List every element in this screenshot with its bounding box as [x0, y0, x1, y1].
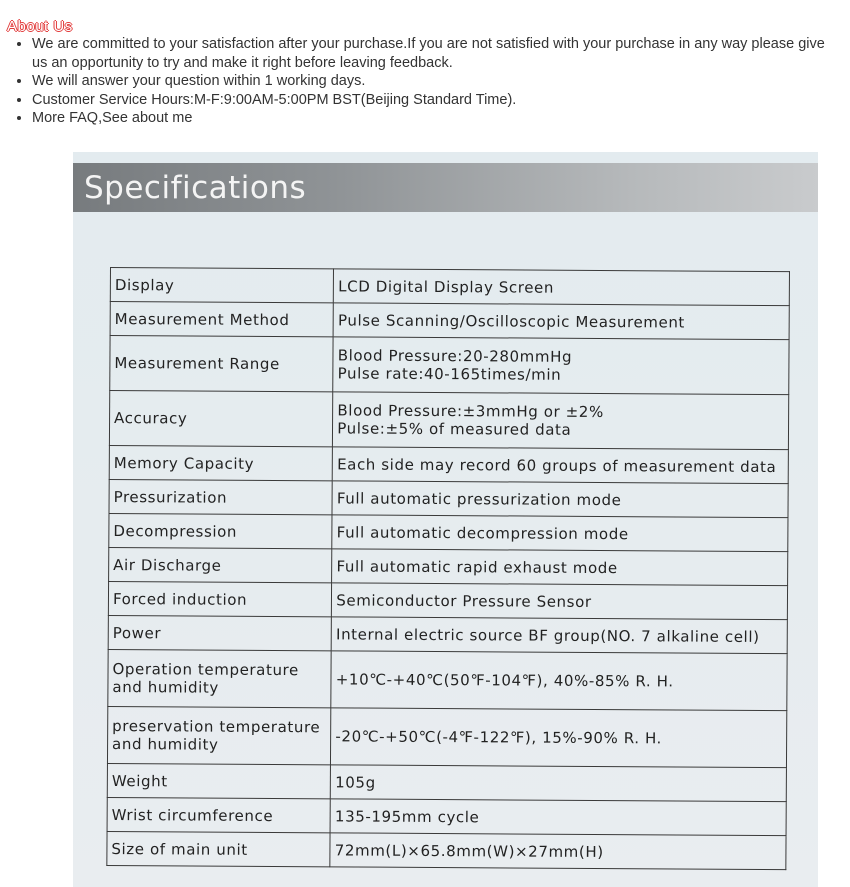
spec-row-pressurization [109, 479, 788, 517]
specifications-image [73, 152, 818, 887]
spec-row-measurement-range [110, 336, 789, 395]
spec-row-air-discharge [109, 547, 788, 585]
spec-label: Accuracy [109, 391, 333, 447]
spec-label: Power [108, 615, 332, 650]
spec-row-decompression [109, 513, 788, 551]
about-us-list [0, 35, 832, 128]
spec-row-weight [107, 763, 786, 801]
spec-value: Internal electric source BF group(NO. 7 alkaline cell) [331, 617, 787, 654]
spec-label: Forced induction [108, 581, 332, 616]
spec-row-size [107, 831, 786, 869]
spec-row-display [110, 268, 789, 306]
spec-label [108, 649, 332, 707]
spec-value: 135-195mm cycle [330, 799, 786, 836]
spec-label: Display [110, 268, 334, 303]
spec-value: 105g [331, 765, 787, 802]
spec-label: Air Discharge [109, 547, 333, 582]
spec-label: Weight [107, 763, 331, 798]
spec-row-measurement-method [110, 302, 789, 340]
spec-label: Pressurization [109, 479, 333, 514]
spec-label: Measurement Range [110, 336, 334, 392]
spec-value: Each side may record 60 groups of measurement data [333, 447, 789, 484]
spec-label: Wrist circumference [107, 797, 331, 832]
spec-value: Full automatic decompression mode [332, 515, 788, 552]
spec-label: Size of main unit [107, 831, 331, 866]
spec-value-line: Blood Pressure:±3mmHg or ±2% [337, 401, 604, 422]
spec-label-line: preservation temperature [112, 717, 321, 737]
specifications-title: Specifications [84, 170, 307, 206]
spec-row-preservation-temperature [107, 706, 786, 767]
spec-value [333, 392, 789, 450]
spec-row-operation-temperature [108, 649, 787, 710]
spec-label [107, 706, 331, 764]
spec-label-line: Operation temperature [112, 660, 299, 680]
spec-value [333, 337, 789, 395]
about-us-heading: About Us [7, 18, 73, 35]
specifications-table [106, 267, 790, 870]
spec-value-line: Pulse rate:40-165times/min [337, 364, 562, 384]
about-item-satisfaction: • We are committed to your satisfaction after your purchase.If you are not satisfied with your purchase in any way please give us an opportunity to try and make it right before leaving feedback. [32, 35, 832, 72]
about-item-service-hours: • Customer Service Hours:M-F:9:00AM-5:00PM BST(Beijing Standard Time). [32, 91, 832, 110]
spec-row-forced-induction [108, 581, 787, 619]
spec-label: Measurement Method [110, 302, 334, 337]
spec-value: Full automatic pressurization mode [332, 481, 788, 518]
spec-value: Full automatic rapid exhaust mode [332, 549, 788, 586]
spec-value: Pulse Scanning/Oscilloscopic Measurement [333, 303, 789, 340]
spec-value: 72mm(L)×65.8mm(W)×27mm(H) [330, 833, 786, 870]
spec-value: -20℃-+50℃(-4℉-122℉), 15%-90% R. H. [331, 708, 787, 768]
spec-label: Memory Capacity [109, 445, 333, 480]
spec-row-power [108, 615, 787, 653]
about-item-faq: • More FAQ,See about me [32, 109, 832, 128]
spec-value: +10℃-+40℃(50℉-104℉), 40%-85% R. H. [331, 651, 787, 711]
spec-value: Semiconductor Pressure Sensor [332, 583, 788, 620]
spec-value-line: Pulse:±5% of measured data [337, 419, 572, 439]
spec-label-line: and humidity [112, 678, 219, 697]
spec-row-memory-capacity [109, 445, 788, 483]
about-item-response-time: • We will answer your question within 1 working days. [32, 72, 832, 91]
specifications-header-bar [73, 163, 818, 212]
spec-value-line: Blood Pressure:20-280mmHg [337, 346, 573, 366]
spec-row-accuracy [109, 391, 788, 450]
spec-value: LCD Digital Display Screen [334, 269, 790, 306]
spec-label: Decompression [109, 513, 333, 548]
spec-label-line: and humidity [112, 735, 219, 754]
spec-row-wrist-circumference [107, 797, 786, 835]
